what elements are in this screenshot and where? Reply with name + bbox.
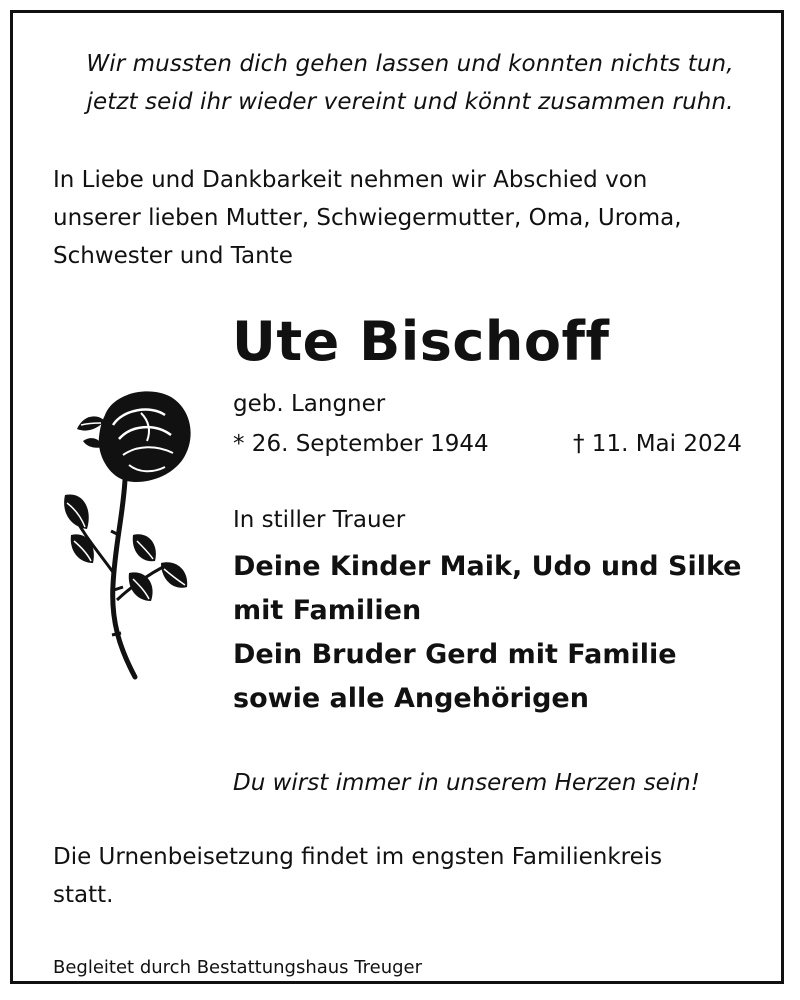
closing-line: Du wirst immer in unserem Herzen sein! — [233, 770, 700, 796]
mourner-line: Dein Bruder Gerd mit Familie — [233, 639, 677, 670]
notice-border — [10, 10, 784, 984]
intro-line-2: unserer lieben Mutter, Schwiegermutter, Oma, Uroma, — [53, 205, 682, 231]
intro-line-1: In Liebe und Dankbarkeit nehmen wir Abschied von — [53, 167, 648, 193]
mourner-line: mit Familien — [233, 595, 422, 626]
verse-line-1: Wir mussten dich gehen lassen und konnten nichts tun, — [86, 51, 734, 77]
mourner-line: sowie alle Angehörigen — [233, 683, 589, 714]
mourner-line: Deine Kinder Maik, Udo und Silke — [233, 551, 742, 582]
funeral-home-credit: Begleitet durch Bestattungshaus Treuger — [53, 957, 423, 978]
rose-icon — [53, 385, 203, 685]
deceased-name: Ute Bischoff — [232, 310, 610, 373]
farewell-intro — [53, 161, 753, 275]
burial-line-2: statt. — [53, 882, 114, 908]
mourning-intro: In stiller Trauer — [233, 507, 406, 533]
birth-date: * 26. September 1944 — [233, 431, 489, 457]
burial-line-1: Die Urnenbeisetzung findet im engsten Familienkreis — [53, 844, 663, 870]
verse-line-2: jetzt seid ihr wieder vereint und könnt zusammen ruhn. — [86, 89, 734, 115]
burial-note — [53, 838, 753, 914]
maiden-name: geb. Langner — [233, 391, 386, 417]
memorial-verse — [13, 45, 800, 121]
intro-line-3: Schwester und Tante — [53, 243, 293, 269]
death-date: † 11. Mai 2024 — [573, 431, 742, 457]
